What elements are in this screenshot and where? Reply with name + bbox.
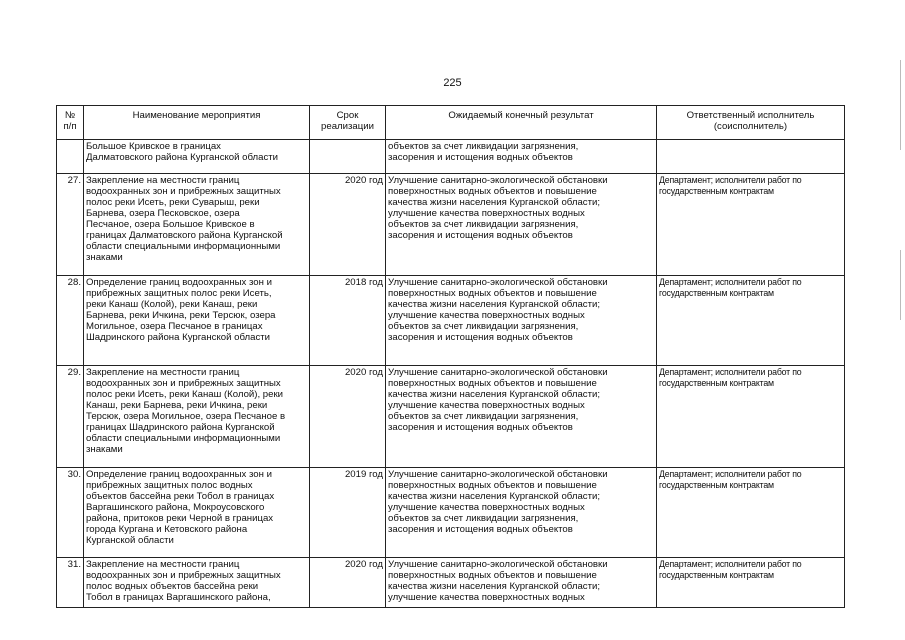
text-line: знаками (86, 252, 123, 263)
text-line: государственным контрактам (659, 479, 774, 490)
text-line: водоохранных зон и прибрежных защитных (86, 570, 281, 581)
header-name (84, 106, 310, 140)
text-line: государственным контрактам (659, 569, 774, 580)
text-line: Улучшение санитарно-экологической обстановки (388, 175, 608, 186)
table-row (57, 366, 845, 468)
text-line: п/п (63, 121, 77, 132)
text-line: поверхностных водных объектов и повышение (388, 570, 597, 581)
text-line: объектов за счет ликвидации загрязнения, (388, 321, 579, 332)
text-line: поверхностных водных объектов и повышение (388, 186, 597, 197)
table-row (57, 468, 845, 558)
event-term: 2020 год (310, 366, 386, 468)
text-line: Тобол в границах Варгашинского района, (86, 592, 271, 603)
row-number: 31. (57, 558, 84, 608)
responsible-executor (657, 276, 845, 366)
event-term: 2019 год (310, 468, 386, 558)
event-term: 2020 год (310, 558, 386, 608)
expected-result (386, 140, 657, 174)
text-line: Наименование мероприятия (132, 110, 261, 121)
table-row (57, 276, 845, 366)
header-exec (657, 106, 845, 140)
responsible-executor (657, 174, 845, 276)
text-line: засорения и истощения водных объектов (388, 332, 573, 343)
text-line: полос реки Исеть, реки Канаш (Колой), реки (86, 389, 284, 400)
text-line: водоохранных зон и прибрежных защитных (86, 186, 281, 197)
scan-edge-mark (900, 60, 901, 150)
text-line: Барнева, реки Ичкина, реки Терсюк, озера (86, 310, 276, 321)
responsible-executor (657, 558, 845, 608)
text-line: границах Далматовского района Курганской (86, 230, 283, 241)
event-name (84, 468, 310, 558)
text-line: Закрепление на местности границ (86, 559, 240, 570)
event-term: 2020 год (310, 174, 386, 276)
text-line: улучшение качества поверхностных водных (388, 310, 585, 321)
text-line: прибрежных защитных полос реки Исеть, (86, 288, 272, 299)
expected-result (386, 366, 657, 468)
text-line: объектов за счет ликвидации загрязнения, (388, 141, 579, 152)
text-line: города Кургана и Кетовского района (86, 524, 248, 535)
expected-result (386, 276, 657, 366)
text-line: Песчаное, озера Большое Кривское в (86, 219, 255, 230)
text-line: качества жизни населения Курганской области; (388, 491, 600, 502)
responsible-executor (657, 140, 845, 174)
text-line: Далматовского района Курганской области (86, 152, 279, 163)
expected-result (386, 174, 657, 276)
text-line: реализации (321, 121, 374, 132)
text-line: улучшение качества поверхностных водных (388, 592, 585, 603)
header-result (386, 106, 657, 140)
text-line: засорения и истощения водных объектов (388, 524, 573, 535)
text-line: улучшение качества поверхностных водных (388, 208, 585, 219)
text-line: качества жизни населения Курганской области; (388, 389, 600, 400)
events-table (56, 105, 845, 608)
text-line: № (64, 110, 76, 121)
text-line: Определение границ водоохранных зон и (86, 277, 272, 288)
event-name (84, 366, 310, 468)
text-line: государственным контрактам (659, 377, 774, 388)
text-line: границах Шадринского района Курганской (86, 422, 275, 433)
row-number: 29. (57, 366, 84, 468)
text-line: области специальными информационными (86, 241, 281, 252)
text-line: поверхностных водных объектов и повышение (388, 378, 597, 389)
text-line: государственным контрактам (659, 287, 774, 298)
text-line: Департамент; исполнители работ по (659, 277, 802, 287)
text-line: улучшение качества поверхностных водных (388, 502, 585, 513)
text-line: района, притоков реки Черной в границах (86, 513, 274, 524)
expected-result (386, 558, 657, 608)
table-row (57, 174, 845, 276)
text-line: объектов бассейна реки Тобол в границах (86, 491, 275, 502)
text-line: Закрепление на местности границ (86, 367, 240, 378)
text-line: Варгашинского района, Мокроусовского (86, 502, 265, 513)
text-line: Курганской области (86, 535, 174, 546)
text-line: Большое Кривское в границах (86, 141, 221, 152)
text-line: засорения и истощения водных объектов (388, 230, 573, 241)
row-number: 30. (57, 468, 84, 558)
text-line: засорения и истощения водных объектов (388, 422, 573, 433)
table-row (57, 558, 845, 608)
event-term (310, 140, 386, 174)
text-line: Срок (336, 110, 359, 121)
text-line: качества жизни населения Курганской области; (388, 299, 600, 310)
text-line: Ожидаемый конечный результат (448, 110, 594, 121)
text-line: полос реки Исеть, реки Суварыш, реки (86, 197, 260, 208)
text-line: качества жизни населения Курганской области; (388, 581, 600, 592)
text-line: Департамент; исполнители работ по (659, 559, 802, 569)
text-line: объектов за счет ликвидации загрязнения, (388, 219, 579, 230)
text-line: улучшение качества поверхностных водных (388, 400, 585, 411)
text-line: Департамент; исполнители работ по (659, 367, 802, 377)
row-number: 27. (57, 174, 84, 276)
text-line: водоохранных зон и прибрежных защитных (86, 378, 281, 389)
text-line: Канаш, реки Барнева, реки Ичкина, реки (86, 400, 268, 411)
text-line: полос водных объектов бассейна реки (86, 581, 259, 592)
text-line: области специальными информационными (86, 433, 281, 444)
text-line: Улучшение санитарно-экологической обстановки (388, 367, 608, 378)
text-line: объектов за счет ликвидации загрязнения, (388, 513, 579, 524)
text-line: Департамент; исполнители работ по (659, 175, 802, 185)
text-line: поверхностных водных объектов и повышение (388, 480, 597, 491)
text-line: качества жизни населения Курганской области; (388, 197, 600, 208)
text-line: поверхностных водных объектов и повышение (388, 288, 597, 299)
header-term (310, 106, 386, 140)
event-name (84, 276, 310, 366)
expected-result (386, 468, 657, 558)
table-body (57, 140, 845, 608)
text-line: Закрепление на местности границ (86, 175, 240, 186)
event-term: 2018 год (310, 276, 386, 366)
table-header-row (57, 106, 845, 140)
event-name (84, 174, 310, 276)
text-line: Барнева, озера Песковское, озера (86, 208, 240, 219)
table-row (57, 140, 845, 174)
event-name (84, 140, 310, 174)
responsible-executor (657, 366, 845, 468)
text-line: Определение границ водоохранных зон и (86, 469, 272, 480)
text-line: Улучшение санитарно-экологической обстановки (388, 559, 608, 570)
text-line: Улучшение санитарно-экологической обстановки (388, 469, 608, 480)
page-number: 225 (443, 77, 462, 89)
responsible-executor (657, 468, 845, 558)
header-num (57, 106, 84, 140)
text-line: Терсюк, озера Могильное, озера Песчаное в (86, 411, 286, 422)
text-line: Улучшение санитарно-экологической обстановки (388, 277, 608, 288)
text-line: Шадринского района Курганской области (86, 332, 270, 343)
text-line: Могильное, озера Песчаное в границах (86, 321, 263, 332)
text-line: Ответственный исполнитель (686, 110, 815, 121)
event-name (84, 558, 310, 608)
text-line: реки Канаш (Колой), реки Канаш, реки (86, 299, 258, 310)
text-line: Департамент; исполнители работ по (659, 469, 802, 479)
text-line: засорения и истощения водных объектов (388, 152, 573, 163)
text-line: знаками (86, 444, 123, 455)
row-number (57, 140, 84, 174)
row-number: 28. (57, 276, 84, 366)
text-line: (соисполнитель) (713, 121, 788, 132)
text-line: объектов за счет ликвидации загрязнения, (388, 411, 579, 422)
text-line: прибрежных защитных полос водных (86, 480, 253, 491)
scan-edge-mark (900, 250, 901, 320)
text-line: государственным контрактам (659, 185, 774, 196)
